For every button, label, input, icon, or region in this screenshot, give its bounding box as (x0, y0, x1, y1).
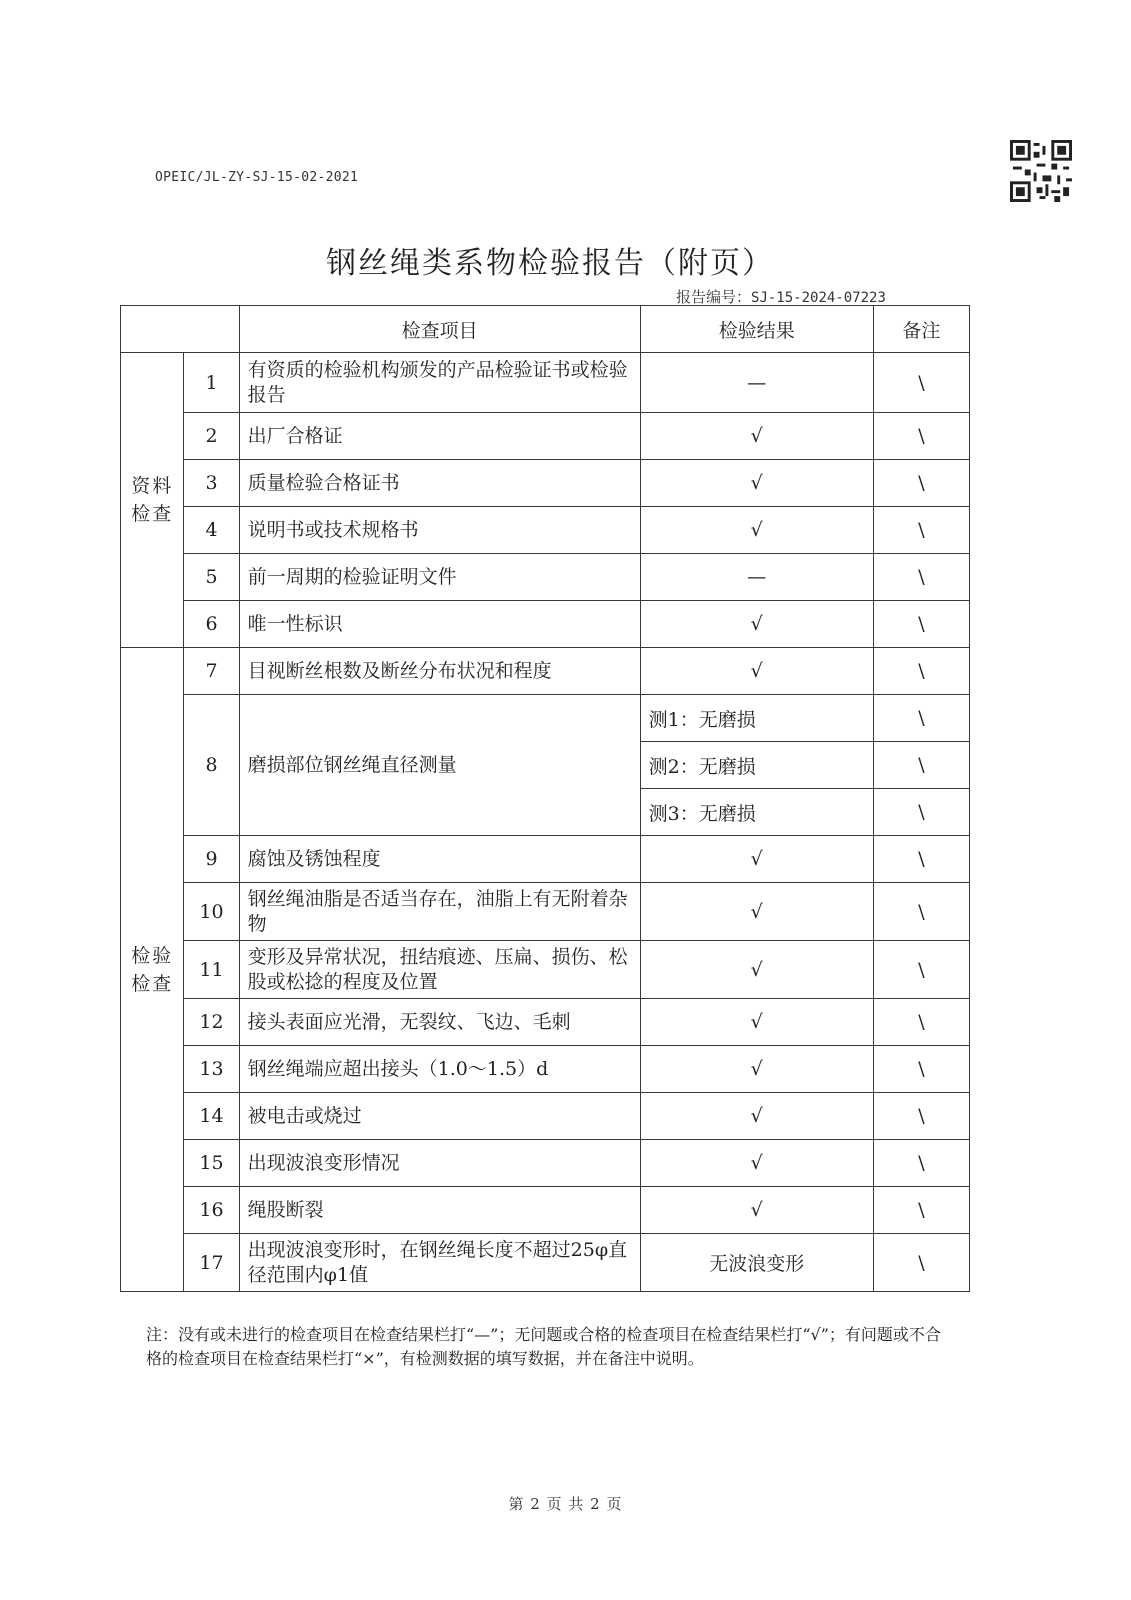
row-item: 接头表面应光滑，无裂纹、飞边、毛刺 (239, 999, 640, 1046)
table-row (121, 1140, 970, 1187)
row-item: 变形及异常状况，扭结痕迹、压扁、损伤、松股或松捻的程度及位置 (239, 941, 640, 999)
row-remark: \ (873, 353, 969, 413)
row-number: 12 (184, 999, 239, 1046)
table-row (121, 507, 970, 554)
report-number-label: 报告编号： (676, 288, 752, 306)
table-row (121, 836, 970, 883)
table-row (121, 460, 970, 507)
row-remark: \ (873, 1187, 969, 1234)
row-remark: \ (873, 1234, 969, 1292)
row-remark: \ (873, 836, 969, 883)
report-number (676, 286, 886, 307)
table-row (121, 554, 970, 601)
header-remark: 备注 (873, 306, 969, 353)
row-result: 测1：无磨损 (640, 695, 873, 742)
table-row (121, 695, 970, 742)
row-remark: \ (873, 1140, 969, 1187)
row-number: 9 (184, 836, 239, 883)
row-remark: \ (873, 1093, 969, 1140)
table-row (121, 648, 970, 695)
document-code: OPEIC/JL-ZY-SJ-15-02-2021 (155, 170, 359, 185)
row-result: √ (640, 460, 873, 507)
row-result: 测2：无磨损 (640, 742, 873, 789)
row-item: 出现波浪变形情况 (239, 1140, 640, 1187)
row-item: 有资质的检验机构颁发的产品检验证书或检验报告 (239, 353, 640, 413)
row-number: 10 (184, 883, 239, 941)
report-number-value: SJ-15-2024-07223 (751, 290, 886, 306)
row-result: 测3：无磨损 (640, 789, 873, 836)
category-inspect: 检验检查 (121, 648, 184, 1292)
row-result: 无波浪变形 (640, 1234, 873, 1292)
table-row (121, 353, 970, 413)
row-remark: \ (873, 999, 969, 1046)
row-number: 14 (184, 1093, 239, 1140)
row-number: 2 (184, 413, 239, 460)
category-docs: 资料检查 (121, 353, 184, 648)
row-item: 钢丝绳端应超出接头（1.0～1.5）d (239, 1046, 640, 1093)
row-item: 出厂合格证 (239, 413, 640, 460)
table-note: 注：没有或未进行的检查项目在检查结果栏打“—”；无问题或合格的检查项目在检查结果栏打“√”；有问题或不合格的检查项目在检查结果栏打“×”，有检测数据的填写数据，并在备注中说明。 (146, 1325, 941, 1368)
row-remark: \ (873, 789, 969, 836)
row-remark: \ (873, 413, 969, 460)
row-item: 绳股断裂 (239, 1187, 640, 1234)
row-number: 7 (184, 648, 239, 695)
row-result: √ (640, 1140, 873, 1187)
report-title: 钢丝绳类系物检验报告（附页） (326, 246, 774, 281)
header-blank (121, 306, 240, 353)
row-result: √ (640, 413, 873, 460)
row-remark: \ (873, 460, 969, 507)
table-row (121, 883, 970, 941)
row-number: 3 (184, 460, 239, 507)
row-remark: \ (873, 695, 969, 742)
table-row (121, 999, 970, 1046)
row-item: 质量检验合格证书 (239, 460, 640, 507)
row-result: √ (640, 883, 873, 941)
row-number: 17 (184, 1234, 239, 1292)
header-result: 检验结果 (640, 306, 873, 353)
table-row (121, 413, 970, 460)
row-result: √ (640, 836, 873, 883)
row-result: — (640, 554, 873, 601)
row-item: 被电击或烧过 (239, 1093, 640, 1140)
row-item: 说明书或技术规格书 (239, 507, 640, 554)
row-item: 唯一性标识 (239, 601, 640, 648)
row-result: √ (640, 941, 873, 999)
row-number: 16 (184, 1187, 239, 1234)
row-number: 1 (184, 353, 239, 413)
table-row (121, 1187, 970, 1234)
row-result: √ (640, 648, 873, 695)
row-result: — (640, 353, 873, 413)
row-item: 钢丝绳油脂是否适当存在，油脂上有无附着杂物 (239, 883, 640, 941)
row-number: 5 (184, 554, 239, 601)
row-number: 11 (184, 941, 239, 999)
inspection-table (120, 305, 970, 1292)
row-item: 磨损部位钢丝绳直径测量 (239, 695, 640, 836)
row-result: √ (640, 1187, 873, 1234)
row-result: √ (640, 999, 873, 1046)
header-item: 检查项目 (239, 306, 640, 353)
row-item: 前一周期的检验证明文件 (239, 554, 640, 601)
row-result: √ (640, 1093, 873, 1140)
row-remark: \ (873, 648, 969, 695)
page-footer: 第 2 页 共 2 页 (508, 1495, 623, 1513)
table-row (121, 1234, 970, 1292)
row-item: 腐蚀及锈蚀程度 (239, 836, 640, 883)
table-row (121, 601, 970, 648)
table-row (121, 1093, 970, 1140)
row-number: 13 (184, 1046, 239, 1093)
row-result: √ (640, 1046, 873, 1093)
row-remark: \ (873, 507, 969, 554)
row-remark: \ (873, 601, 969, 648)
row-remark: \ (873, 1046, 969, 1093)
row-item: 出现波浪变形时，在钢丝绳长度不超过25φ直径范围内φ1值 (239, 1234, 640, 1292)
row-item: 目视断丝根数及断丝分布状况和程度 (239, 648, 640, 695)
row-remark: \ (873, 941, 969, 999)
row-result: √ (640, 507, 873, 554)
row-number: 15 (184, 1140, 239, 1187)
row-result: √ (640, 601, 873, 648)
row-number: 4 (184, 507, 239, 554)
table-row (121, 1046, 970, 1093)
row-remark: \ (873, 554, 969, 601)
row-number: 8 (184, 695, 239, 836)
qr-code-icon (1010, 140, 1072, 202)
table-row (121, 941, 970, 999)
row-remark: \ (873, 883, 969, 941)
row-number: 6 (184, 601, 239, 648)
table-header-row (121, 306, 970, 353)
row-remark: \ (873, 742, 969, 789)
